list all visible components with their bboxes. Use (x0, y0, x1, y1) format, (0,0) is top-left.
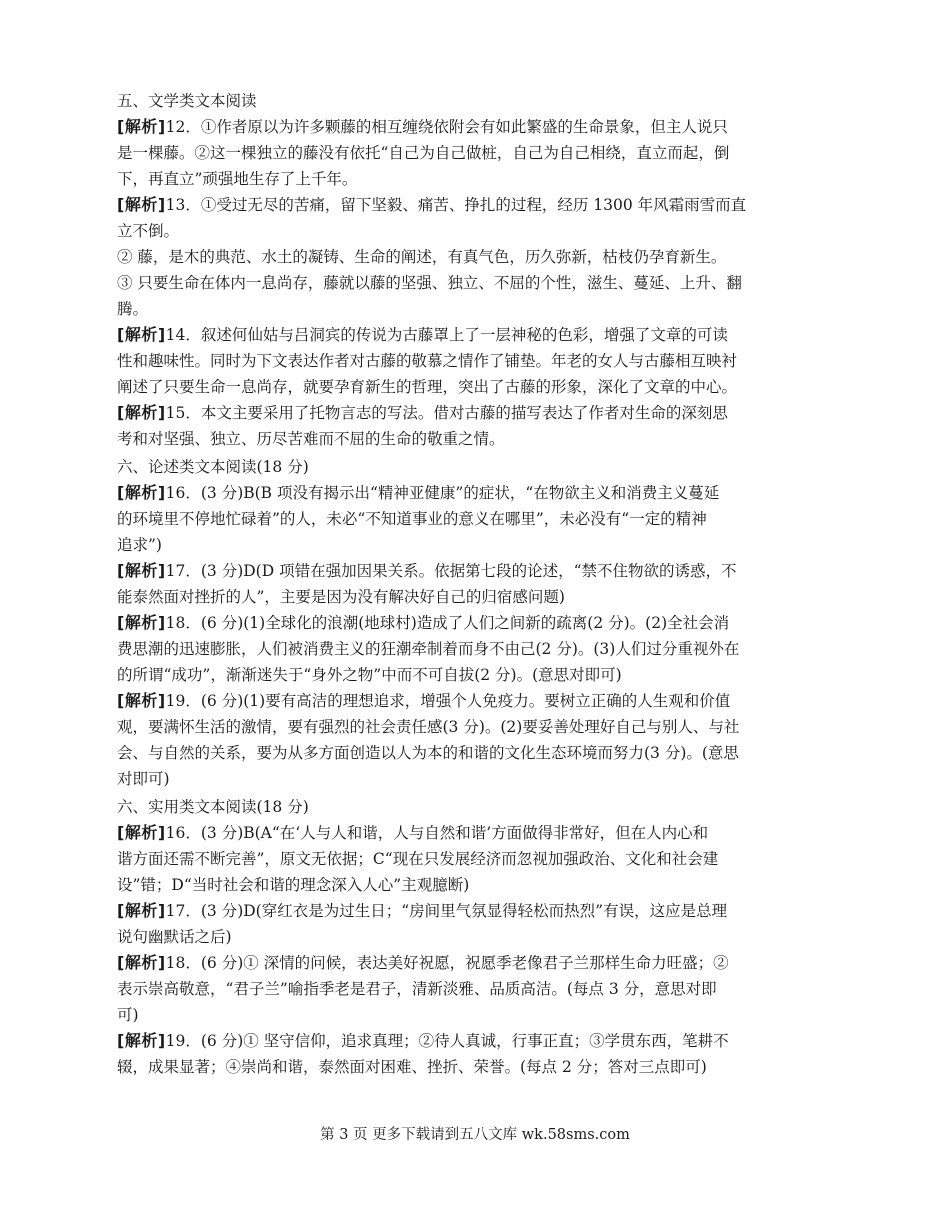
paragraph-line (117, 714, 795, 740)
line-text: 17．(3 分)D(D 项错在强加因果关系。依据第七段的论述，“禁不住物欲的诱惑，不 (165, 562, 737, 580)
paragraph-line (117, 662, 795, 688)
paragraph-line (117, 322, 795, 348)
analysis-label: [解析] (117, 953, 166, 972)
line-text: 可) (117, 1006, 139, 1024)
analysis-label: [解析] (117, 901, 166, 920)
heading-text (117, 454, 795, 480)
paragraph-line (117, 1002, 795, 1028)
answer-paragraph (117, 192, 795, 322)
paragraph-line (117, 740, 795, 766)
paragraph-line (117, 348, 795, 374)
line-text: 12．①作者原以为许多颗藤的相互缠绕依附会有如此繁盛的生命景象，但主人说只 (165, 118, 728, 136)
line-text: 考和对坚强、独立、历尽苦难而不屈的生命的敬重之情。 (117, 430, 505, 448)
line-text: 17．(3 分)D(穿红衣是为过生日；“房间里气氛显得轻松而热烈”有误，这应是总理 (165, 902, 728, 920)
heading-text (117, 794, 795, 820)
line-text: 16．(3 分)B(A“在‘人与人和谐，人与自然和谐’方面做得非常好，但在人内心和 (165, 824, 709, 842)
paragraph-line (117, 976, 795, 1002)
line-text: 六、实用类文本阅读(18 分) (117, 798, 309, 816)
paragraph-line (117, 846, 795, 872)
line-text: 阐述了只要生命一息尚存，就要孕育新生的哲理，突出了古藤的形象，深化了文章的中心。 (117, 378, 738, 396)
answer-paragraph (117, 400, 795, 452)
heading-text (117, 88, 795, 114)
line-text: ② 藤，是木的典范、水土的凝铸、生命的阐述，有真气色，历久弥新，枯枝仍孕育新生。 (117, 248, 727, 266)
line-text: 19．(6 分)① 坚守信仰，追求真理；②待人真诚，行事正直；③学贯东西，笔耕不 (165, 1032, 729, 1050)
answer-paragraph (117, 898, 795, 950)
analysis-label: [解析] (117, 691, 166, 710)
paragraph-line (117, 688, 795, 714)
analysis-label: [解析] (117, 325, 166, 344)
line-text: 14．叙述何仙姑与吕洞宾的传说为古藤罩上了一层神秘的色彩，增强了文章的可读 (165, 326, 728, 344)
line-text: 18．(6 分)① 深情的问候，表达美好祝愿，祝愿季老像君子兰那样生命力旺盛；② (165, 954, 729, 972)
answer-paragraph (117, 1028, 795, 1080)
line-text: 费思潮的迅速膨胀，人们被消费主义的狂潮牵制着而身不由己(2 分)。(3)人们过分重视外在 (117, 640, 740, 658)
analysis-label: [解析] (117, 823, 166, 842)
line-text: 观，要满怀生活的激情，要有强烈的社会责任感(3 分)。(2)要妥善处理好自己与别人、与社 (117, 718, 740, 736)
paragraph-line (117, 532, 795, 558)
analysis-label: [解析] (117, 1031, 166, 1050)
analysis-label: [解析] (117, 613, 166, 632)
line-text: 能泰然面对挫折的人”，主要是因为没有解决好自己的归宿感问题) (117, 588, 565, 606)
analysis-label: [解析] (117, 561, 166, 580)
answer-paragraph (117, 950, 795, 1028)
line-text: 是一棵藤。②这一棵独立的藤没有依托“自己为自己做桩，自己为自己相绕，直立而起，倒 (117, 144, 730, 162)
paragraph-line (117, 506, 795, 532)
page-footer: 第 3 页 更多下载请到五八文库 wk.58sms.com (320, 1127, 630, 1143)
paragraph-line (117, 820, 795, 846)
paragraph-line (117, 872, 795, 898)
line-text: 谐方面还需不断完善”，原文无依据；C“现在只发展经济而忽视加强政治、文化和社会建 (117, 850, 719, 868)
answer-paragraph (117, 688, 795, 792)
line-text: 说句幽默话之后) (117, 928, 232, 946)
paragraph-line (117, 950, 795, 976)
line-text: 19．(6 分)(1)要有高洁的理想追求，增强个人免疫力。要树立正确的人生观和价值 (165, 692, 731, 710)
section-heading (117, 794, 795, 820)
answer-paragraph (117, 480, 795, 558)
paragraph-line (117, 114, 795, 140)
analysis-label: [解析] (117, 117, 166, 136)
line-text: 13．①受过无尽的苦痛，留下坚毅、痛苦、挣扎的过程，经历 1300 年风霜雨雪而直 (165, 196, 747, 214)
paragraph-line (117, 898, 795, 924)
paragraph-line (117, 296, 795, 322)
line-text: 的所谓“成功”，渐渐迷失于“身外之物”中而不可自拔(2 分)。(意思对即可) (117, 666, 622, 684)
paragraph-line (117, 480, 795, 506)
analysis-label: [解析] (117, 195, 166, 214)
line-text: 18．(6 分)(1)全球化的浪潮(地球村)造成了人们之间新的疏离(2 分)。(2)全社会消 (165, 614, 730, 632)
paragraph-line (117, 192, 795, 218)
answer-paragraph (117, 114, 795, 192)
line-text: 对即可) (117, 770, 170, 788)
paragraph-line (117, 924, 795, 950)
analysis-label: [解析] (117, 483, 166, 502)
paragraph-line (117, 636, 795, 662)
document-body (117, 86, 795, 1080)
paragraph-line (117, 270, 795, 296)
paragraph-line (117, 426, 795, 452)
line-text: ③ 只要生命在体内一息尚存，藤就以藤的坚强、独立、不屈的个性，滋生、蔓延、上升、翻 (117, 274, 742, 292)
answer-paragraph (117, 322, 795, 400)
paragraph-line (117, 166, 795, 192)
line-text: 追求”) (117, 536, 162, 554)
line-text: 15．本文主要采用了托物言志的写法。借对古藤的描写表达了作者对生命的深刻思 (165, 404, 728, 422)
line-text: 设”错；D“当时社会和谐的理念深入人心”主观臆断) (117, 876, 470, 894)
paragraph-line (117, 140, 795, 166)
line-text: 立不倒。 (117, 222, 180, 240)
line-text: 的环境里不停地忙碌着”的人，未必“不知道事业的意义在哪里”，未必没有“一定的精神 (117, 510, 707, 528)
paragraph-line (117, 558, 795, 584)
answer-paragraph (117, 558, 795, 610)
line-text: 下，再直立”顽强地生存了上千年。 (117, 170, 358, 188)
paragraph-line (117, 244, 795, 270)
line-text: 性和趣味性。同时为下文表达作者对古藤的敬慕之情作了铺垫。年老的女人与古藤相互映衬 (117, 352, 738, 370)
line-text: 表示崇高敬意，“君子兰”喻指季老是君子，清新淡雅、品质高洁。(每点 3 分，意思对即 (117, 980, 717, 998)
paragraph-line (117, 374, 795, 400)
paragraph-line (117, 400, 795, 426)
analysis-label: [解析] (117, 403, 166, 422)
line-text: 腾。 (117, 300, 149, 318)
line-text: 会、与自然的关系，要为从多方面创造以人为本的和谐的文化生态环境而努力(3 分)。(意思 (117, 744, 739, 762)
paragraph-line (117, 1028, 795, 1054)
paragraph-line (117, 584, 795, 610)
line-text: 六、论述类文本阅读(18 分) (117, 458, 309, 476)
section-heading (117, 454, 795, 480)
paragraph-line (117, 766, 795, 792)
answer-paragraph (117, 610, 795, 688)
answer-paragraph (117, 820, 795, 898)
section-heading (117, 88, 795, 114)
line-text: 辍，成果显著；④崇尚和谐，泰然面对困难、挫折、荣誉。(每点 2 分；答对三点即可) (117, 1058, 707, 1076)
paragraph-line (117, 1054, 795, 1080)
line-text: 16．(3 分)B(B 项没有揭示出“精神亚健康”的症状，“在物欲主义和消费主义蔓延 (165, 484, 720, 502)
paragraph-line (117, 218, 795, 244)
paragraph-line (117, 610, 795, 636)
line-text: 五、文学类文本阅读 (117, 92, 257, 110)
